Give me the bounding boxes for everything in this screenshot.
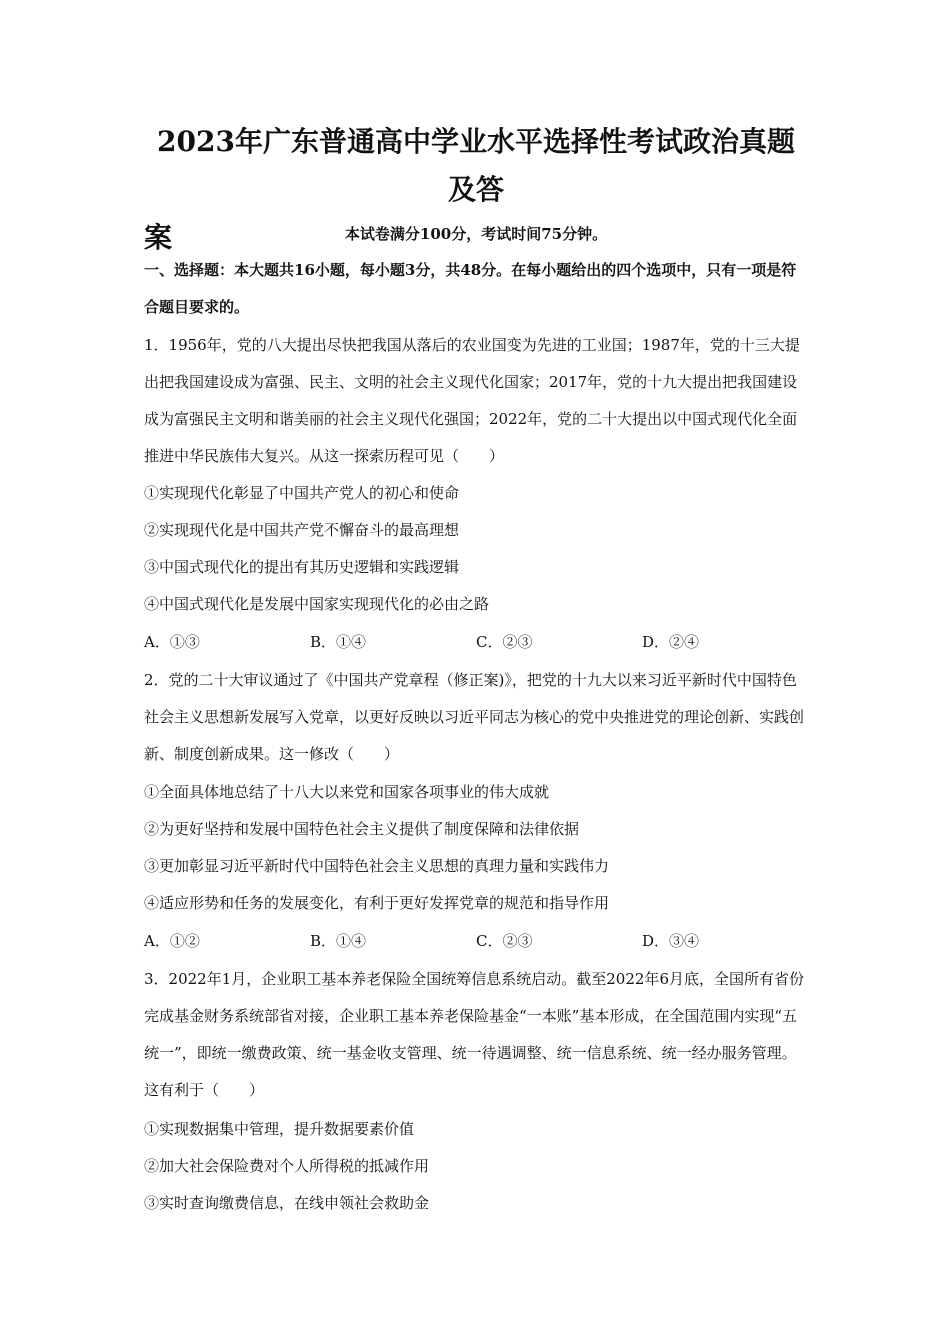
question-2-choices: [144, 923, 808, 960]
choice-c: C．②③: [476, 633, 533, 651]
choice-d: D．③④: [642, 932, 700, 950]
question-1-option-3: ③中国式现代化的提出有其历史逻辑和实践逻辑: [144, 558, 460, 576]
exam-info: 本试卷满分100分，考试时间75分钟。: [344, 225, 608, 243]
choice-a: A．①②: [144, 932, 200, 950]
choice-b: B．①④: [310, 633, 367, 651]
question-1-choices: [144, 624, 808, 661]
title-line-1: 2023年广东普通高中学业水平选择性考试政治真题及答: [157, 125, 795, 206]
question-2-option-2: ②为更好坚持和发展中国特色社会主义提供了制度保障和法律依据: [144, 820, 580, 838]
choice-b: B．①④: [310, 932, 367, 950]
question-2-option-4: ④适应形势和任务的发展变化，有利于更好发挥党章的规范和指导作用: [144, 894, 610, 912]
choice-d: D．②④: [642, 633, 700, 651]
question-3-option-2: ②加大社会保险费对个人所得税的抵减作用: [144, 1157, 430, 1175]
question-3-option-1: ①实现数据集中管理，提升数据要素价值: [144, 1120, 415, 1138]
section-heading: 一、选择题：本大题共16小题，每小题3分，共48分。在每小题给出的四个选项中，只有一项是符合题目要求的。: [144, 261, 797, 316]
question-2-option-3: ③更加彰显习近平新时代中国特色社会主义思想的真理力量和实践伟力: [144, 857, 610, 875]
question-1-option-2: ②实现现代化是中国共产党不懈奋斗的最高理想: [144, 521, 460, 539]
choice-c: C．②③: [476, 932, 533, 950]
title-line-2: 案: [144, 221, 173, 254]
choice-a: A．①③: [144, 633, 200, 651]
question-1-stem: 1．1956年，党的八大提出尽快把我国从落后的农业国变为先进的工业国；1987年，党的十三大提出把我国建设成为富强、民主、文明的社会主义现代化国家；2017年，党的十九大提出把我国建设成为富强民主文明和谐美丽的社会主义现代化强国；2022年，党的二十大提出以中国式现代化全面推进中华民族伟大复兴。从这一探索历程可见（ ）: [144, 336, 800, 465]
question-2-option-1: ①全面具体地总结了十八大以来党和国家各项事业的伟大成就: [144, 783, 550, 801]
question-1-option-1: ①实现现代化彰显了中国共产党人的初心和使命: [144, 484, 460, 502]
question-2-stem: 2．党的二十大审议通过了《中国共产党章程（修正案)》，把党的十九大以来习近平新时代中国特色社会主义思想新发展写入党章，以更好反映以习近平同志为核心的党中央推进党的理论创新、实践创新、制度创新成果。这一修改（ ）: [144, 671, 805, 763]
question-1-option-4: ④中国式现代化是发展中国家实现现代化的必由之路: [144, 595, 490, 613]
question-3-option-3: ③实时查询缴费信息，在线申领社会救助金: [144, 1194, 430, 1212]
question-3-stem: 3．2022年1月，企业职工基本养老保险全国统筹信息系统启动。截至2022年6月底，全国所有省份完成基金财务系统部省对接，企业职工基本养老保险基金“一本账”基本形成，在全国范围内实现“五统一”，即统一缴费政策、统一基金收支管理、统一待遇调整、统一信息系统、统一经办服务管理。这有利于（ ）: [144, 970, 804, 1099]
